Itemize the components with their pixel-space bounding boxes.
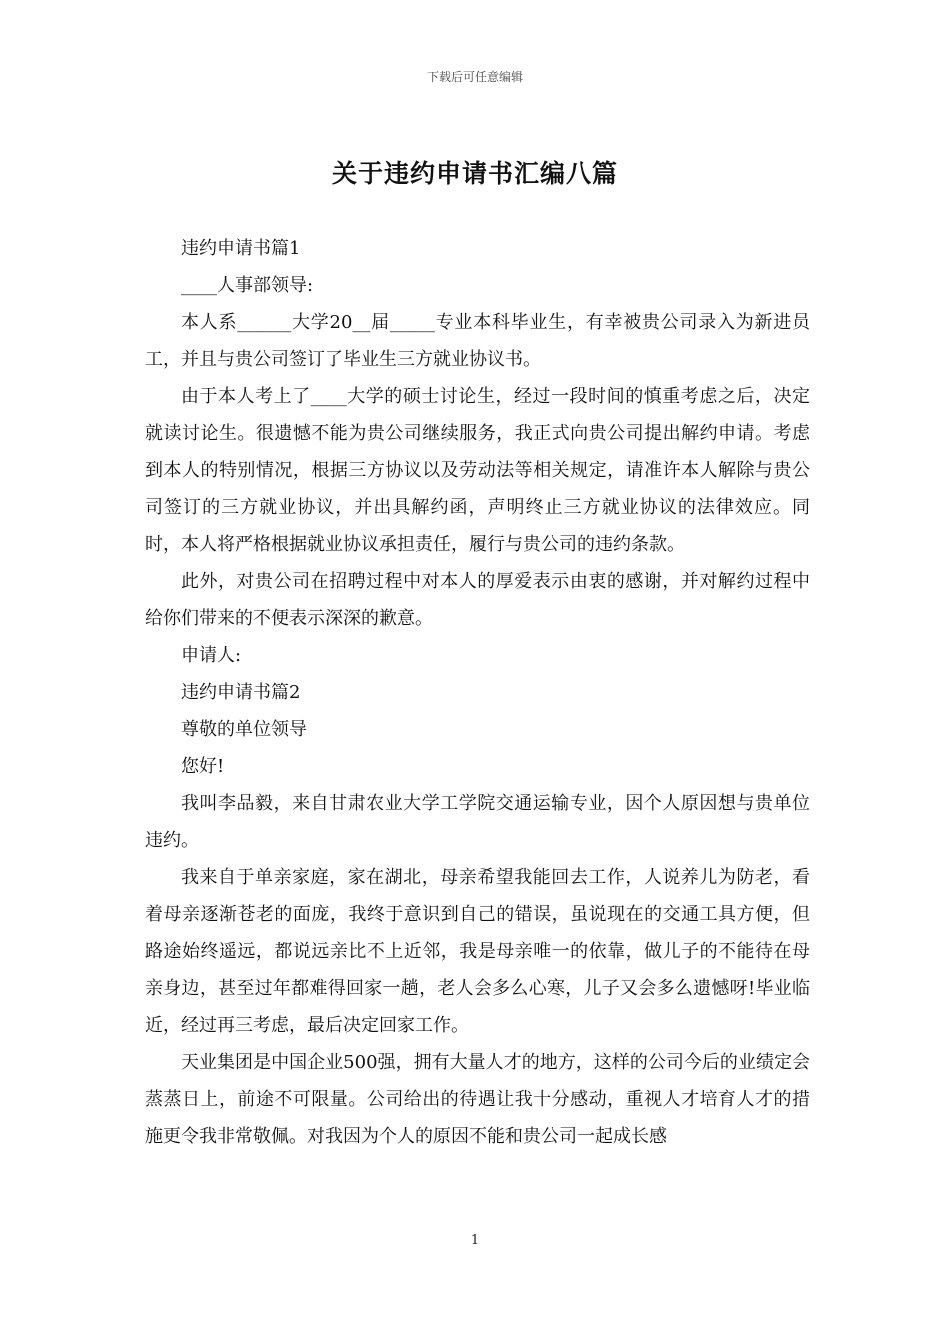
page-number: 1 xyxy=(470,1233,480,1248)
document-body xyxy=(145,230,810,1155)
paragraph: 我叫李品毅，来自甘肃农业大学工学院交通运输专业，因个人原因想与贵单位违约。 xyxy=(145,793,810,851)
header-note: 下载后可任意编辑 xyxy=(426,70,523,84)
document-title: 关于违约申请书汇编八篇 xyxy=(331,159,618,188)
paragraph: 本人系______大学20__届_____专业本科毕业生，有幸被贵公司录入为新进员工，并且与贵公司签订了毕业生三方就业协议书。 xyxy=(145,312,810,370)
paragraph: 天业集团是中国企业500强，拥有大量人才的地方，这样的公司今后的业绩定会蒸蒸日上，前途不可限量。公司给出的待遇让我十分感动，重视人才培育人才的措施更令我非常敬佩。对我因为个人的原因不能和贵公司一起成长感 xyxy=(145,1052,810,1147)
paragraph: 您好! xyxy=(181,756,225,777)
paragraph: ____人事部领导: xyxy=(181,275,314,296)
paragraph: 违约申请书篇2 xyxy=(181,682,301,703)
paragraph: 尊敬的单位领导 xyxy=(181,719,307,740)
paragraph: 违约申请书篇1 xyxy=(181,238,301,259)
paragraph: 申请人: xyxy=(181,645,242,666)
paragraph: 由于本人考上了____大学的硕士讨论生，经过一段时间的慎重考虑之后，决定就读讨论生。很遗憾不能为贵公司继续服务，我正式向贵公司提出解约申请。考虑到本人的特别情况，根据三方协议以及劳动法等相关规定，请准许本人解除与贵公司签订的三方就业协议，并出具解约函，声明终止三方就业协议的法律效应。同时，本人将严格根据就业协议承担责任，履行与贵公司的违约条款。 xyxy=(145,386,810,555)
paragraph: 我来自于单亲家庭，家在湖北，母亲希望我能回去工作，人说养儿为防老，看着母亲逐渐苍老的面庞，我终于意识到自己的错误，虽说现在的交通工具方便，但路途始终遥远，都说远亲比不上近邻，我是母亲唯一的依靠，做儿子的不能待在母亲身边，甚至过年都难得回家一趟，老人会多么心寒，儿子又会多么遗憾呀!毕业临近，经过再三考虑，最后决定回家工作。 xyxy=(145,867,810,1036)
paragraph: 此外，对贵公司在招聘过程中对本人的厚爱表示由衷的感谢，并对解约过程中给你们带来的不便表示深深的歉意。 xyxy=(145,571,810,629)
